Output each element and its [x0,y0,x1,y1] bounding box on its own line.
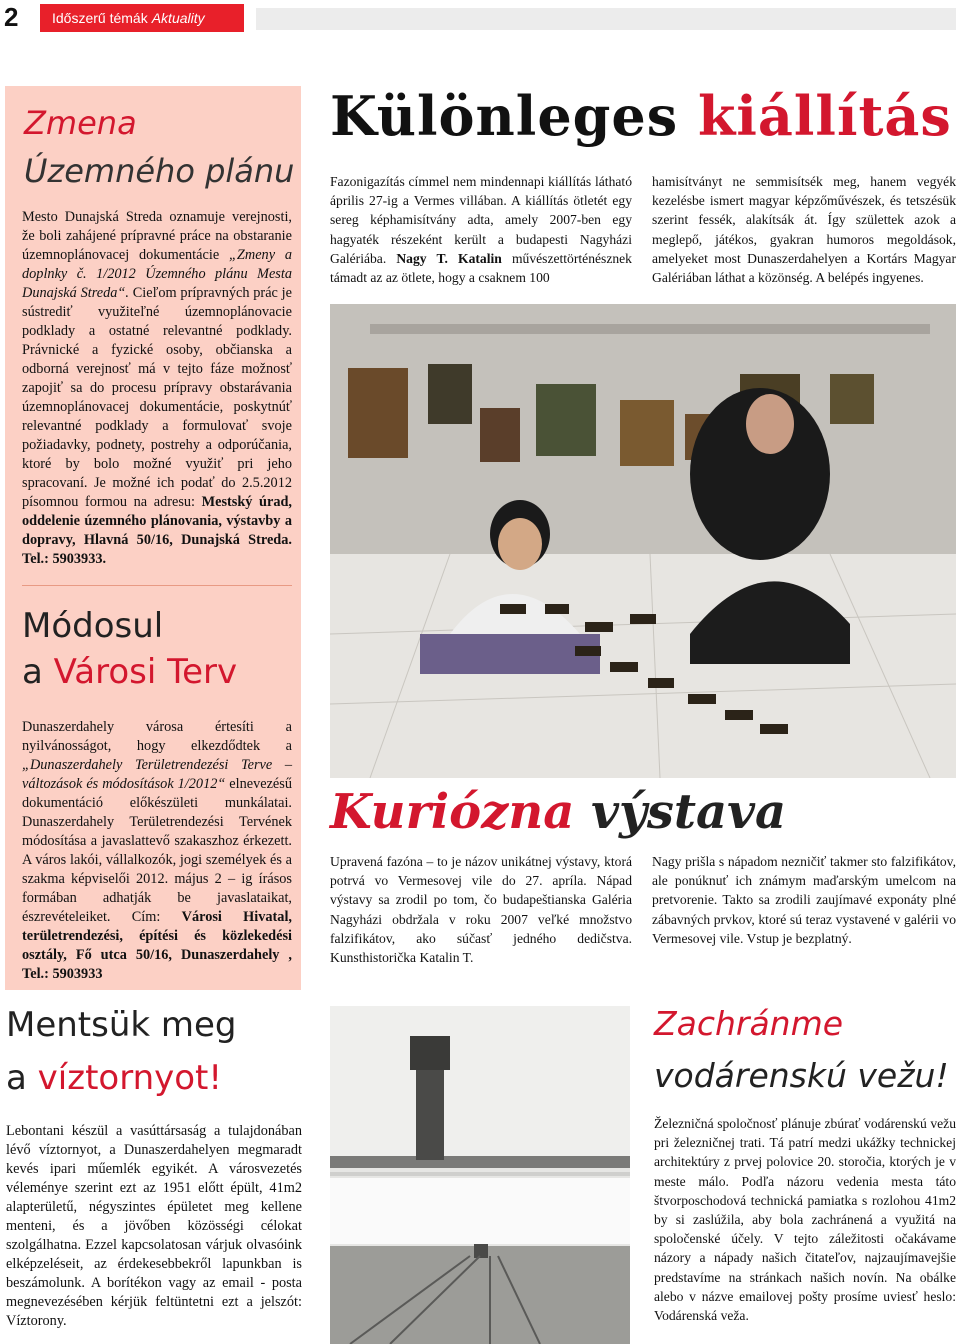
kuriozna-column-2: Nagy prišla s nápadom nezničiť takmer sto falzifikátov, ale ponúknuť ich známym maďarským umelcom na pretvorenie. Takto sa zrodili zaujímavé exponáty plné zábavných prvkov, ktoré sú teraz vystavené v galérii vo Vermesovej vile. Vstup je bezplatný. [652,854,956,946]
modosul-text-b: elnevezésű dokumentáció előkészületi munkálatai. Dunaszerdahely Területrendezési Tervének módosítása a javaslattevő szakaszhoz érkezett. A város lakói, vállalkozók, jogi személyek és a szakma képviselői 2012. május 2 – ig írásos formában adhatják be javaslataikat, észrevételeiket. Cím: [22,776,292,925]
zmena-text-a: Mesto Dunajská Streda oznamuje verejnosti, že boli zahájené prípravné práce na obstaranie územnoplánovacej dokumentácie [22,209,292,263]
zachranme-article-text: Železničná spoločnosť plánuje zbúrať vodárenskú vežu pri železničnej trati. Tá patrí medzi ukážky technickej architektúry z prvej polovice 20. storočia, ktorých je v meste málo. Podľa názoru vedenia mesta táto štvorposchodová technická pamiatka s rozlohou 41m2 by si zaslúžila, aby bola zachránená a využitá na spoločenské účely. V tejto záležitosti očakávame názory a nápady našich čitateľov, najzaujímavejšie predstavíme na stránkach našich novín. Na obálke alebo v názve emailovej pošty prosíme uviesť heslo: Vodárenská veža. [654,1116,956,1324]
kulonleges-col1-b: művészettörténésznek támadt az az ötlete, hogy a csaknem 100 [330,250,632,286]
kuriozna-title-red: Kuriózna [330,784,575,840]
mentsuk-title-red: víztornyot! [37,1058,223,1098]
modosul-title-line2 [22,652,237,692]
zmena-text-b: Cieľom prípravných prác je sústrediť využiteľné územnoplánovacie podklady a ostatné relevantné podklady. Právnické a fyzické osoby, občianska a odborná verejnosť má v tejto fáze možnosť zapojiť sa do procesu prípravy obstarávania územnoplánovacej dokumentácie, poskytnúť relevantné podklady a formulovať svoje požiadavky, podnety, postrehy a odporúčania, ktoré by bolo možné využiť pri jeho spracovaní. Je možné ich podať do 2.5.2012 písomnou formou na adresu: [22,285,292,510]
kuriozna-column-1: Upravená fazóna – to je názov unikátnej výstavy, ktorá potrvá vo Vermesovej vile do 27. apríla. Nápad výstavy sa zrodil po tom, čo budapeštianska Galéria Nagyházi obdržala v roku 2007 veľké množstvo falzifikátov, ako súčasť jedného dedičstva. Kunsthistorička Katalin T. [330,854,632,966]
modosul-title-line1: Módosul [22,606,164,646]
modosul-title-a: a [22,652,54,692]
zmena-article-text [22,208,292,569]
kulonleges-col1-name: Nagy T. Katalin [396,250,502,266]
modosul-address: Városi Hivatal, területrendezési, építési és közlekedési osztály, Fő utca 50/16, Dunaszerdahely , Tel.: 5903933 [22,909,292,982]
kuriozna-title-b: výstava [574,784,787,840]
mentsuk-title-a: a [6,1058,38,1098]
kulonleges-column-1 [330,172,632,287]
kulonleges-col1-a: Fazonigazítás címmel nem mindennapi kiállítás látható április 27-ig a Vermes villában. A kiállítás ötletét egy sereg képhamisítvány adta, amely 2007-ben egy hagyaték részeként került a budapesti Nagyházi Galériába. [330,174,632,266]
kulonleges-column-2: hamisítványt ne semmisítsék meg, hanem vegyék kezelésbe ismert magyar képzőművészek, és tetszésük szerint fessék, alakítsák át. Így születtek azok a meglepő, játékos, gyakran humoros megoldások, amelyeket most Dunaszerdahelyen a Kortárs Magyar Galériában láthat a közönség. A belépés ingyenes. [652,174,956,286]
gallery-photo-svg [330,304,956,778]
kulonleges-title [330,84,952,148]
modosul-article-text [22,718,292,984]
page-number: 2 [4,2,19,32]
kulonleges-title-red: kiállítás [698,84,952,148]
sidebar-divider [22,585,292,586]
zmena-title-line2: Územného plánu [24,152,295,190]
water-tower-photo [330,1006,630,1344]
zmena-text-em: „Zmeny a doplnky č. 1/2012 Územného plánu Mesta Dunajská Streda“. [22,247,292,301]
modosul-text-em: „Dunaszerdahely Területrendezési Terve – változások és módosítások 1/2012“ [22,757,292,792]
zachranme-title-line1: Zachránme [654,1004,844,1043]
modosul-title-red: Városi Terv [53,652,238,692]
header-rule [256,8,956,30]
section-label: Időszerű témák [52,10,148,26]
mentsuk-title-line1: Mentsük meg [6,1005,237,1045]
zmena-address: Mestský úrad, oddelenie územného plánovania, výstavby a dopravy, Hlavná 50/16, Dunajská Streda. Tel.: 5903933. [22,494,292,567]
section-label-em: Aktuality [151,10,205,26]
zmena-title-line1: Zmena [24,104,137,142]
mentsuk-title-line2 [6,1058,222,1098]
zachranme-title-line2: vodárenskú vežu! [654,1056,949,1095]
water-tower-photo-svg [330,1006,630,1344]
gallery-photo [330,304,956,778]
kuriozna-title [330,784,786,840]
mentsuk-article-text: Lebontani készül a vasúttársaság a tulajdonában lévő víztornyot, a Dunaszerdahelyen megmaradt kevés ipari műemlék egyikét. A városvezetés véleménye szerint ezt az 1951 előtt épült, 41m2 alapterületű, négyszintes épületet meg kellene menteni, és a jövőben közösségi célokat szolgálhatna. Ezzel kapcsolatosan várjuk olvasóink elképzeléseit, az érdekesebbekről lapunkban is beszámolunk. A borítékon vagy az email - posta megnevezésében kérjük feltüntetni ezt a jelszót: Víztorony. [6,1123,302,1329]
kulonleges-title-a: Különleges [330,84,698,148]
modosul-text-a: Dunaszerdahely városa értesíti a nyilvánosságot, hogy elkezdődtek a [22,719,292,754]
section-banner [40,4,244,32]
